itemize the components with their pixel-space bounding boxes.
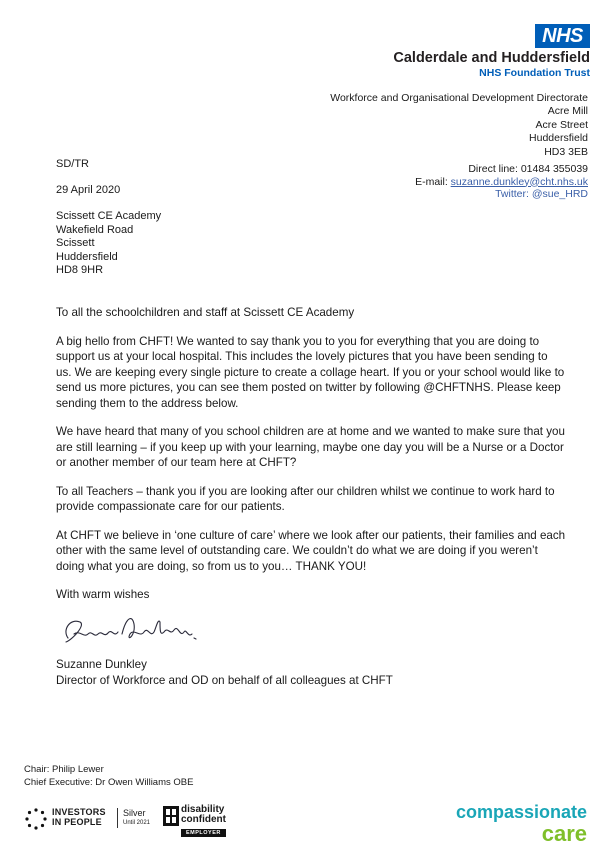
iip-line: IN PEOPLE — [52, 817, 102, 827]
reference: SD/TR — [56, 158, 89, 170]
address-line: Acre Mill — [547, 105, 588, 118]
email-link[interactable]: suzanne.dunkley@cht.nhs.uk — [450, 175, 588, 188]
handwritten-signature — [60, 608, 210, 648]
nhs-logo: NHS — [535, 24, 590, 48]
closing: With warm wishes — [56, 588, 150, 601]
silver-badge — [117, 808, 150, 828]
recipient-line: Scissett — [56, 237, 95, 249]
disability-confident-text — [181, 805, 226, 825]
paragraph: We have heard that many of you school children are at home and we wanted to make sure that you are still learning – if you keep up with your learning, maybe one day you will be a Nurse or a Doctor or another member of our team here at CHFT? — [56, 425, 565, 469]
disability-line: disability — [181, 804, 225, 815]
silver-label: Silver — [123, 808, 146, 818]
compassionate-word: compassionate — [455, 802, 587, 822]
paragraph: A big hello from CHFT! We wanted to say thank you to you for everything that you are doing to support us at your local hospital. This includes the lovely pictures that you have been sending to us. We are keeping every single picture to create a collage heart. If you or your school would like to send us more pictures, you can see them posted on twitter by following @CHFTNHS. Please keep sending them to the address below. — [56, 334, 565, 410]
signer-block — [56, 657, 393, 688]
recipient-address — [56, 210, 161, 278]
recipient-line: HD8 9HR — [56, 264, 104, 276]
direct-line: Direct line: 01484 355039 — [468, 163, 588, 175]
sender-address — [330, 92, 588, 159]
disability-confident-icon — [163, 806, 179, 826]
chair-name: Chair: Philip Lewer — [24, 764, 104, 775]
recipient-line: Huddersfield — [56, 250, 118, 263]
address-line: Acre Street — [535, 118, 588, 131]
recipient-line: Wakefield Road — [56, 223, 134, 236]
address-line: Workforce and Organisational Development Directorate — [330, 92, 588, 104]
signer-name: Suzanne Dunkley — [56, 658, 147, 671]
care-word: care — [541, 821, 587, 846]
paragraph: At CHFT we believe in ‘one culture of care’ where we look after our patients, their families and each other with the same level of outstanding care. We couldn’t do what we are doing if you weren’t doing what you are doing, so from us to you… THANK YOU! — [56, 528, 566, 573]
chief-executive: Chief Executive: Dr Owen Williams OBE — [24, 777, 194, 788]
letter-date: 29 April 2020 — [56, 184, 121, 196]
letter-body — [56, 305, 566, 616]
signer-title: Director of Workforce and OD on behalf of all colleagues at CHFT — [56, 673, 393, 687]
disability-line: confident — [181, 814, 226, 825]
footer-officers — [24, 763, 193, 789]
salutation: To all the schoolchildren and staff at Scissett CE Academy — [56, 306, 355, 319]
investors-in-people-icon — [24, 807, 48, 831]
trust-name: Calderdale and Huddersfield — [393, 50, 590, 66]
trust-subtitle: NHS Foundation Trust — [479, 67, 590, 79]
iip-line: INVESTORS — [52, 807, 106, 817]
investors-in-people-text — [52, 807, 106, 827]
contact-details — [415, 163, 588, 201]
recipient-line: Scissett CE Academy — [56, 210, 162, 222]
email-label: E-mail: — [415, 175, 451, 188]
email-line — [415, 176, 588, 189]
compassionate-care-logo — [456, 803, 587, 845]
address-line: HD3 3EB — [544, 145, 588, 158]
address-line: Huddersfield — [529, 132, 588, 145]
twitter-handle: Twitter: @sue_HRD — [495, 188, 588, 200]
paragraph: To all Teachers – thank you if you are looking after our children whilst we continue to work hard to provide compassionate care for our patients. — [56, 484, 555, 513]
silver-until: Until 2021 — [123, 820, 151, 826]
employer-label: EMPLOYER — [181, 829, 226, 837]
